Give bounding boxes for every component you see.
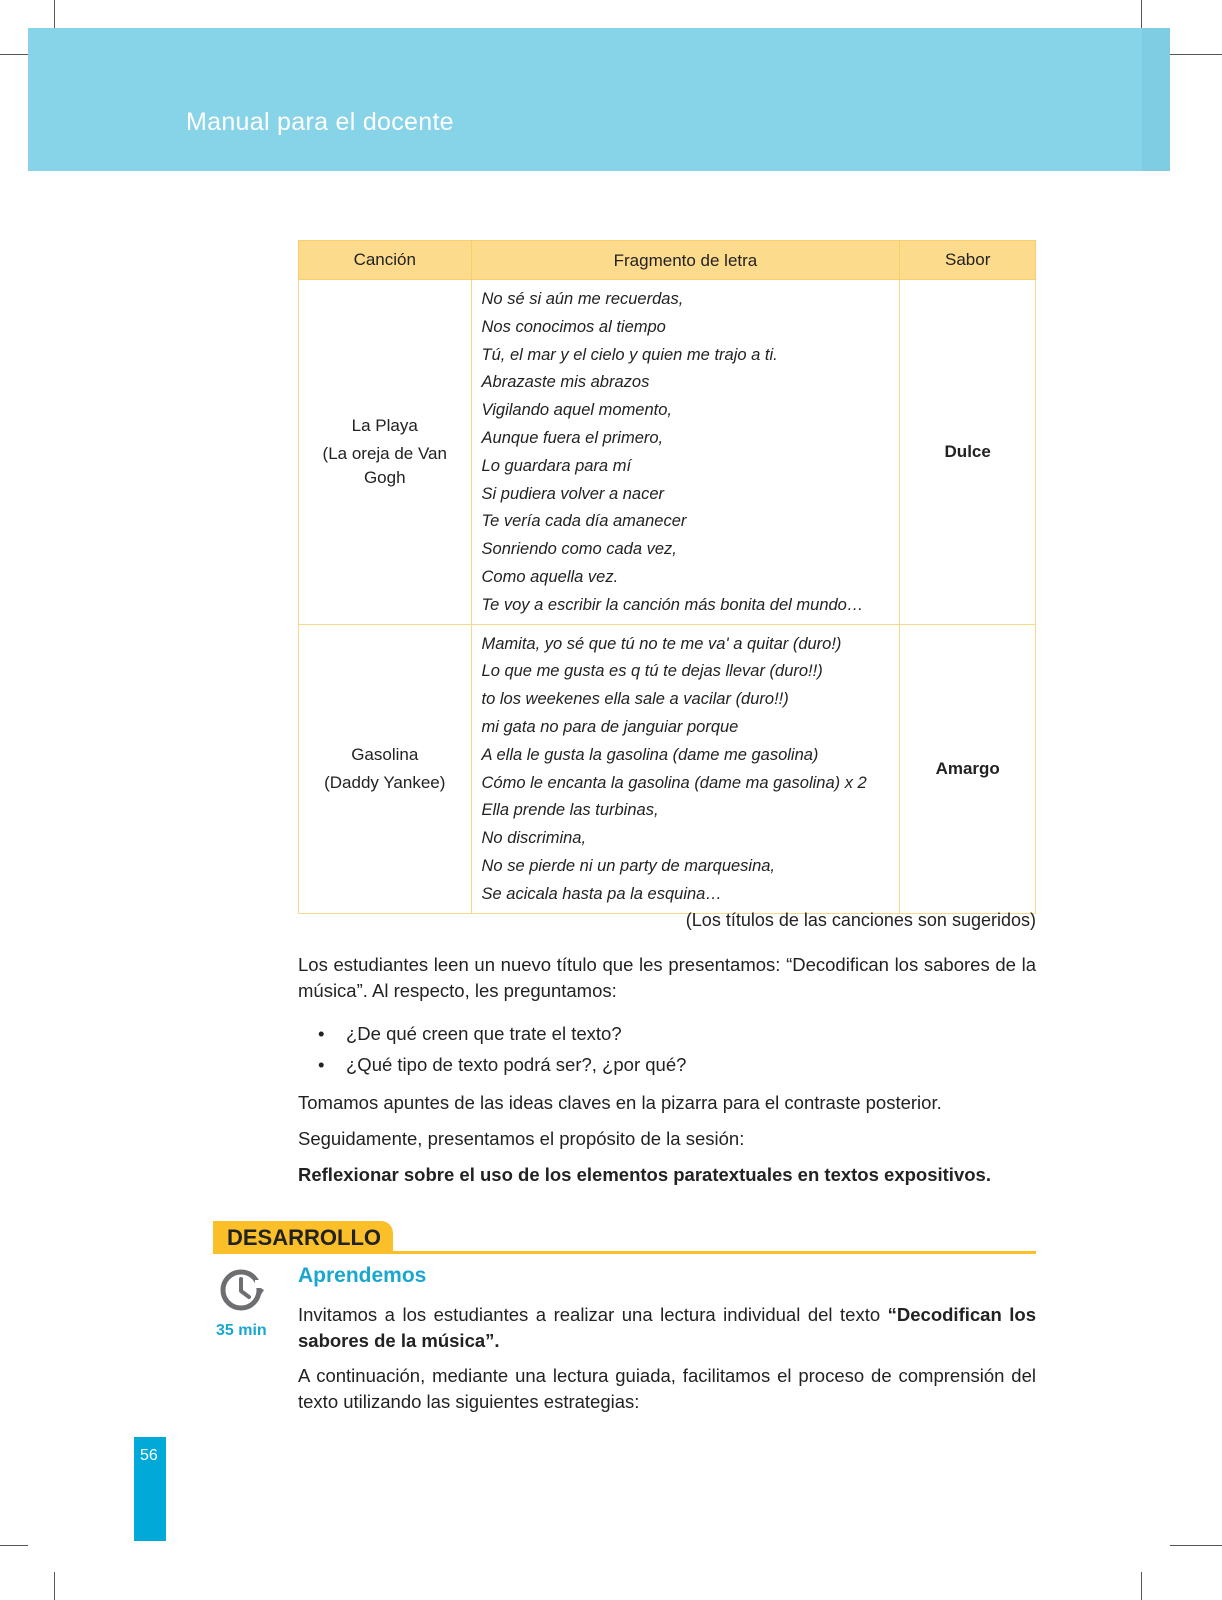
lyric-line: A ella le gusta la gasolina (dame me gasolina) — [481, 745, 819, 764]
lyric-line: Te vería cada día amanecer — [481, 512, 687, 531]
table-header-row — [299, 241, 1036, 280]
crop-mark — [54, 1572, 55, 1600]
crop-mark — [0, 1545, 28, 1546]
song-cell — [299, 624, 472, 913]
table-caption: (Los títulos de las canciones son sugeridos) — [685, 910, 1036, 930]
song-artist: (Daddy Yankee) — [324, 772, 446, 792]
lyric-line: Vigilando aquel momento, — [481, 401, 673, 420]
table-row — [299, 624, 1036, 913]
page-number: 56 — [140, 1447, 158, 1464]
crop-mark — [1141, 0, 1142, 28]
lyric-line: Mamita, yo sé que tú no te me va' a quitar (duro!) — [481, 634, 842, 653]
crop-mark — [1141, 1572, 1142, 1600]
list-item: • ¿Qué tipo de texto podrá ser?, ¿por qué? — [318, 1049, 686, 1080]
page-header-title: Manual para el docente — [186, 108, 454, 136]
crop-mark — [54, 0, 55, 28]
lyric-line: Nos conocimos al tiempo — [481, 317, 666, 336]
song-artist: (La oreja de Van Gogh — [322, 443, 447, 487]
lyric-line: Te voy a escribir la canción más bonita del mundo… — [481, 595, 864, 614]
crop-mark — [0, 54, 28, 55]
lyrics-cell — [471, 280, 900, 625]
reading-paragraph-text: Invitamos a los estudiantes a realizar una lectura individual del texto — [298, 1304, 888, 1325]
lyric-line: No discrimina, — [481, 829, 587, 848]
lyric-line: Lo guardara para mí — [481, 456, 632, 475]
questions-list — [318, 1018, 686, 1080]
header-band-edge — [1142, 28, 1170, 171]
intro-paragraph: Los estudiantes leen un nuevo título que les presentamos: “Decodifican los sabores de la música”. Al respecto, les preguntamos: — [298, 954, 1036, 1001]
column-header-song: Canción — [299, 241, 472, 280]
lyric-line: Ella prende las turbinas, — [481, 801, 659, 820]
lyric-line: Como aquella vez. — [481, 567, 619, 586]
section-divider — [213, 1251, 1036, 1254]
lyric-line: Sonriendo como cada vez, — [481, 540, 677, 559]
clock-icon — [217, 1266, 269, 1314]
duration-label: 35 min — [216, 1322, 267, 1339]
lyric-line: Abrazaste mis abrazos — [481, 373, 650, 392]
notes-paragraph: Tomamos apuntes de las ideas claves en la pizarra para el contraste posterior. — [298, 1092, 942, 1113]
lyric-line: to los weekenes ella sale a vacilar (duro!!) — [481, 690, 789, 709]
section-label: DESARROLLO — [213, 1221, 393, 1254]
list-item: • ¿De qué creen que trate el texto? — [318, 1018, 686, 1049]
column-header-flavor: Sabor — [900, 241, 1036, 280]
lyric-line: Aunque fuera el primero, — [481, 428, 664, 447]
lyric-line: No se pierde ni un party de marquesina, — [481, 856, 776, 875]
reading-paragraph-title: “Decodifican los sabores de la música”. — [298, 1304, 1036, 1351]
subsection-heading: Aprendemos — [298, 1264, 427, 1287]
guided-reading-paragraph: A continuación, mediante una lectura guiada, facilitamos el proceso de comprensión del texto utilizando las siguientes estrategias: — [298, 1365, 1036, 1412]
lyric-line: mi gata no para de janguiar porque — [481, 717, 739, 736]
flavor-cell: Dulce — [900, 280, 1036, 625]
lyrics-cell — [471, 624, 900, 913]
songs-table — [298, 240, 1036, 914]
lyric-line: Se acicala hasta pa la esquina… — [481, 884, 722, 903]
lyric-line: Cómo le encanta la gasolina (dame ma gasolina) x 2 — [481, 773, 867, 792]
lyric-line: Si pudiera volver a nacer — [481, 484, 665, 503]
song-title: Gasolina — [351, 744, 419, 764]
column-header-lyrics: Fragmento de letra — [471, 241, 900, 280]
purpose-intro: Seguidamente, presentamos el propósito de la sesión: — [298, 1128, 745, 1149]
lyric-line: No sé si aún me recuerdas, — [481, 290, 684, 308]
lyric-line: Lo que me gusta es q tú te dejas llevar (duro!!) — [481, 662, 823, 681]
reading-paragraph — [298, 1302, 1036, 1354]
table-row — [299, 280, 1036, 625]
song-title: La Playa — [351, 415, 418, 435]
session-purpose: Reflexionar sobre el uso de los elementos paratextuales en textos expositivos. — [298, 1164, 991, 1185]
crop-mark — [1170, 54, 1222, 55]
header-band — [28, 28, 1170, 171]
flavor-cell: Amargo — [900, 624, 1036, 913]
song-cell — [299, 280, 472, 625]
crop-mark — [1170, 1545, 1222, 1546]
lyric-line: Tú, el mar y el cielo y quien me trajo a ti. — [481, 345, 778, 364]
